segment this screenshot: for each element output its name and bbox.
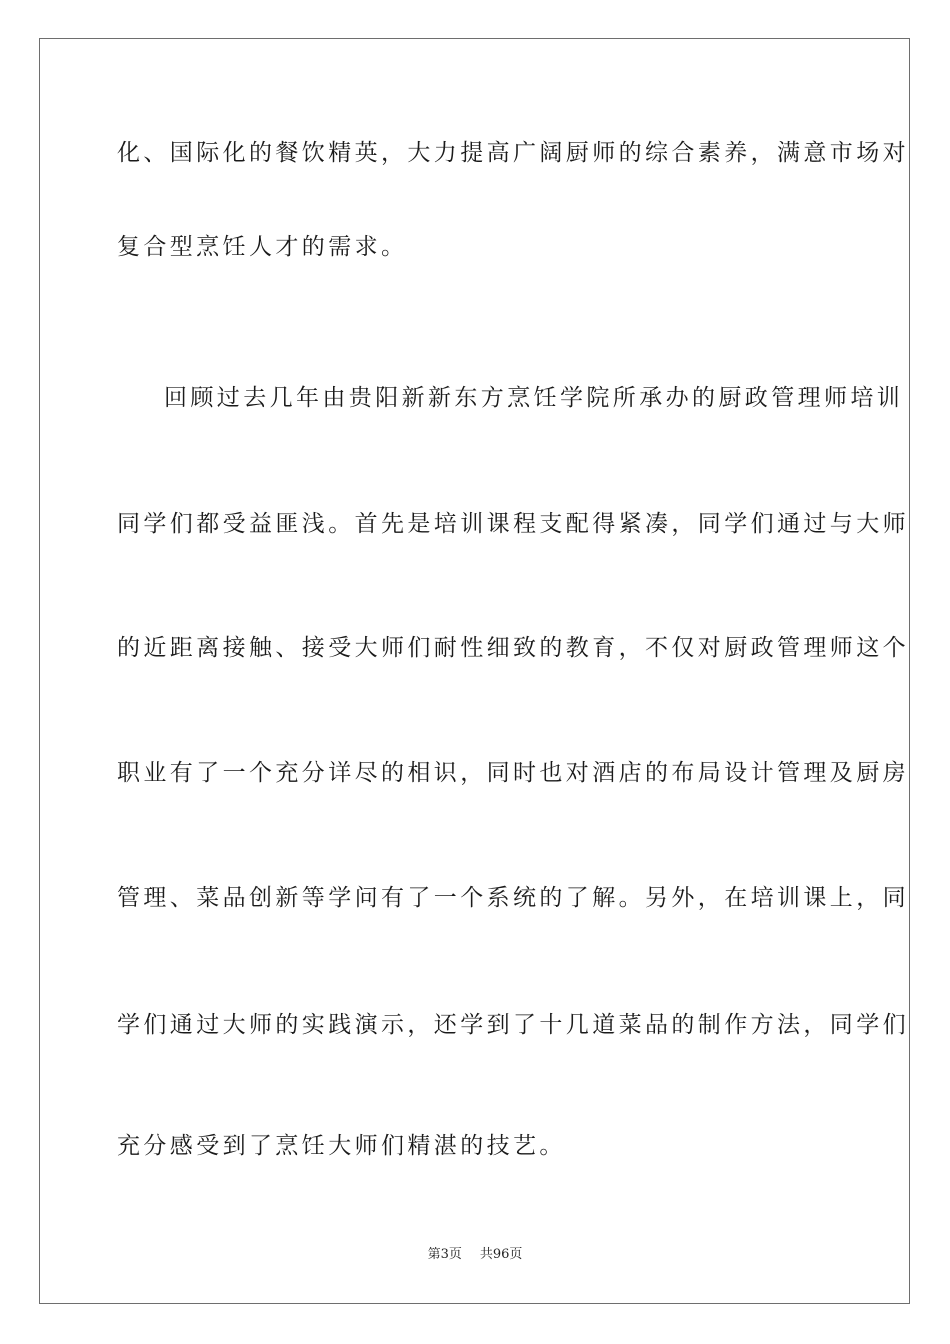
text-line-8: 学们通过大师的实践演示，还学到了十几道菜品的制作方法，同学们	[117, 1012, 909, 1038]
text-line-4: 同学们都受益匪浅。首先是培训课程支配得紧凑，同学们通过与大师	[117, 511, 909, 537]
text-line-3: 回顾过去几年由贵阳新新东方烹饪学院所承办的厨政管理师培训	[164, 385, 904, 411]
current-page-number: 第3页	[427, 1247, 462, 1262]
page-border	[39, 38, 910, 1304]
page-footer	[0, 1246, 950, 1264]
text-line-6: 职业有了一个充分详尽的相识，同时也对酒店的布局设计管理及厨房	[117, 760, 909, 786]
text-line-1: 化、国际化的餐饮精英，大力提高广阔厨师的综合素养，满意市场对	[117, 140, 909, 166]
text-line-7: 管理、菜品创新等学问有了一个系统的了解。另外，在培训课上，同	[117, 885, 909, 911]
total-page-count: 共96页	[479, 1247, 523, 1262]
text-line-5: 的近距离接触、接受大师们耐性细致的教育，不仅对厨政管理师这个	[117, 635, 909, 661]
text-line-9: 充分感受到了烹饪大师们精湛的技艺。	[117, 1133, 566, 1159]
text-line-2: 复合型烹饪人才的需求。	[117, 234, 408, 260]
